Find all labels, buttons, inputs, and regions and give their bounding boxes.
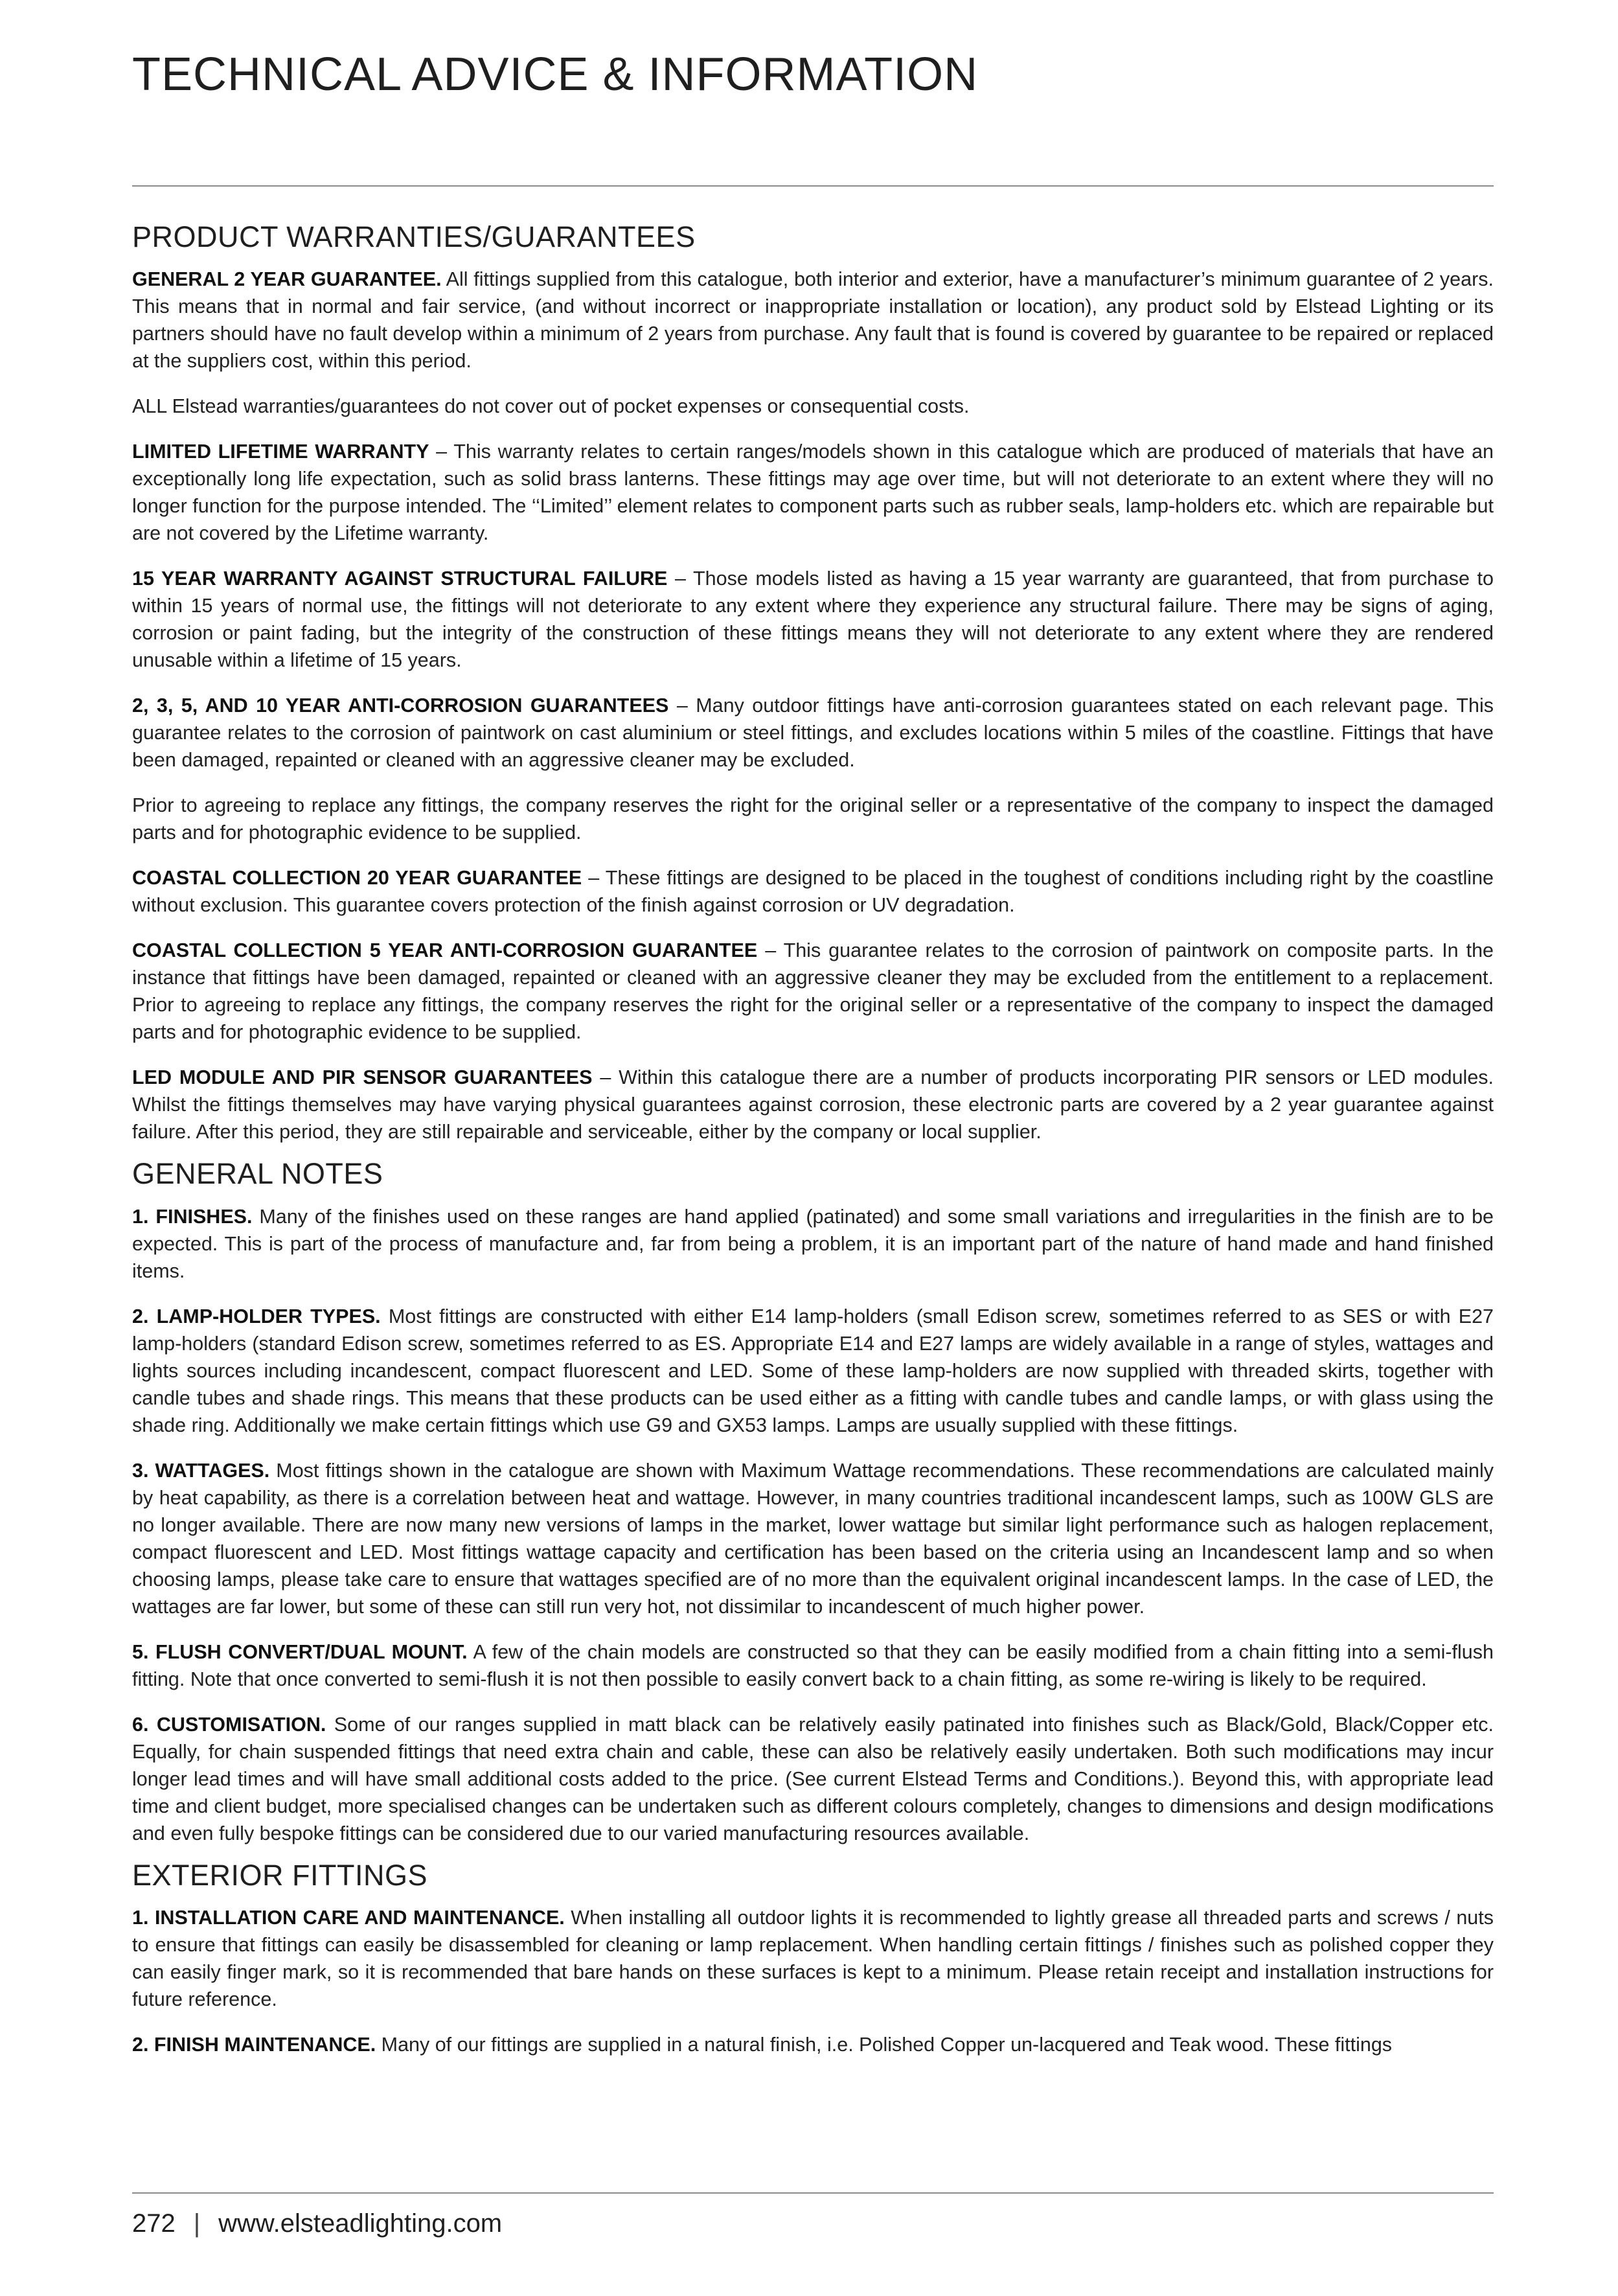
paragraph: [132, 565, 1494, 674]
section-exterior-fittings: [132, 1857, 1494, 2058]
paragraph-lead: GENERAL 2 YEAR GUARANTEE.: [132, 268, 442, 291]
paragraph-lead: 2. LAMP-HOLDER TYPES.: [132, 1305, 381, 1327]
paragraph-lead: COASTAL COLLECTION 5 YEAR ANTI-CORROSION GUARANTEE: [132, 939, 758, 962]
paragraph: [132, 792, 1494, 846]
paragraph: [132, 1457, 1494, 1620]
page-title: TECHNICAL ADVICE & INFORMATION: [132, 49, 979, 100]
paragraph-text: ALL Elstead warranties/guarantees do not cover out of pocket expenses or consequential costs.: [132, 395, 970, 418]
paragraph-lead: 15 YEAR WARRANTY AGAINST STRUCTURAL FAILURE: [132, 568, 668, 590]
paragraph: [132, 937, 1494, 1046]
paragraph: [132, 266, 1494, 374]
paragraph-lead: LIMITED LIFETIME WARRANTY: [132, 441, 429, 463]
paragraph-text: – This guarantee relates to the corrosion of paintwork on composite parts. In the instance that fittings have been damaged, repainted or cleaned with an aggressive cleaner they may be excluded from the entitlement to a replacement. Prior to agreeing to replace any fittings, the company reserves the right for the original seller or a representative of the company to inspect the damaged parts and for photographic evidence to be supplied.: [132, 939, 1494, 1044]
footer-separator: |: [193, 2209, 201, 2238]
section-product-warranties: [132, 219, 1494, 1145]
section-general-notes: [132, 1156, 1494, 1846]
paragraph-lead: COASTAL COLLECTION 20 YEAR GUARANTEE: [132, 867, 582, 890]
paragraph-text: – Within this catalogue there are a number of products incorporating PIR sensors or LED modules. Whilst the fittings themselves may have varying physical guarantees against corrosion, these electronic parts are covered by a 2 year guarantee against failure. After this period, they are still repairable and serviceable, either by the company or local supplier.: [132, 1066, 1494, 1143]
paragraph: [132, 1904, 1494, 2013]
paragraph: [132, 1638, 1494, 1693]
paragraph: [132, 1203, 1494, 1285]
paragraph-text: – Those models listed as having a 15 year warranty are guaranteed, that from purchase to within 15 years of normal use, the fittings will not deteriorate to any extent where they experience any structural failure. There may be signs of aging, corrosion or paint fading, but the integrity of the construction of these fittings means they will not deteriorate to any extent where they are rendered unusable within a lifetime of 15 years.: [132, 568, 1494, 672]
paragraph: [132, 1711, 1494, 1847]
paragraph: [132, 438, 1494, 547]
footer: [132, 2209, 502, 2238]
page-number: 272: [132, 2209, 176, 2238]
website-link[interactable]: www.elsteadlighting.com: [218, 2209, 503, 2238]
footer-divider: [132, 2192, 1494, 2194]
paragraph-lead: 6. CUSTOMISATION.: [132, 1713, 326, 1736]
main-content: [132, 219, 1494, 2058]
paragraph-text: Some of our ranges supplied in matt black can be relatively easily patinated into finishes such as Black/Gold, Black/Copper etc. Equally, for chain suspended fittings that need extra chain and cable, these can also be relatively easily undertaken. Both such modifications may incur longer lead times and will have small additional costs added to the price. (See current Elstead Terms and Conditions.). Beyond this, with appropriate lead time and client budget, more specialised changes can be undertaken such as different colours completely, changes to dimensions and design modifications and even fully bespoke fittings can be considered due to our varied manufacturing resources available.: [132, 1713, 1494, 1844]
paragraph: [132, 692, 1494, 774]
paragraph: [132, 864, 1494, 919]
paragraph-lead: 3. WATTAGES.: [132, 1459, 270, 1482]
paragraph-lead: 1. FINISHES.: [132, 1205, 253, 1228]
paragraph-lead: LED MODULE AND PIR SENSOR GUARANTEES: [132, 1066, 593, 1089]
paragraph-text: All fittings supplied from this catalogue, both interior and exterior, have a manufacturer’s minimum guarantee of 2 years. This means that in normal and fair service, (and without incorrect or inappropriate installation or location), any product sold by Elstead Lighting or its partners should have no fault develop within a minimum of 2 years from purchase. Any fault that is found is covered by guarantee to be repaired or replaced at the suppliers cost, within this period.: [132, 268, 1494, 373]
paragraph-text: – This warranty relates to certain ranges/models shown in this catalogue which are produced of materials that have an exceptionally long life expectation, such as solid brass lanterns. These fittings may age over time, but will not deteriorate to an extent where they will no longer function for the purpose intended. The ‘‘Limited’’ element relates to component parts such as rubber seals, lamp-holders etc. which are repairable but are not covered by the Lifetime warranty.: [132, 441, 1494, 545]
paragraph-text: – These fittings are designed to be placed in the toughest of conditions including right by the coastline without exclusion. This guarantee covers protection of the finish against corrosion or UV degradation.: [132, 867, 1494, 917]
paragraph-text: Prior to agreeing to replace any fittings, the company reserves the right for the original seller or a representative of the company to inspect the damaged parts and for photographic evidence to be supplied.: [132, 794, 1494, 844]
paragraph: [132, 393, 1494, 420]
paragraph: [132, 2031, 1494, 2058]
paragraph-lead: 2, 3, 5, AND 10 YEAR ANTI-CORROSION GUARANTEES: [132, 695, 669, 717]
paragraph: [132, 1303, 1494, 1439]
paragraph-text: A few of the chain models are constructed so that they can be easily modified from a chain fitting into a semi-flush fitting. Note that once converted to semi-flush it is not then possible to easily convert back to a chain fitting, as some re-wiring is likely to be required.: [132, 1640, 1494, 1690]
section-heading: PRODUCT WARRANTIES/GUARANTEES: [132, 220, 696, 253]
paragraph-lead: 5. FLUSH CONVERT/DUAL MOUNT.: [132, 1640, 468, 1663]
header-divider: [132, 185, 1494, 187]
paragraph-text: – Many outdoor fittings have anti-corrosion guarantees stated on each relevant page. This guarantee relates to the corrosion of paintwork on cast aluminium or steel fittings, and excludes locations within 5 miles of the coastline. Fittings that have been damaged, repainted or cleaned with an aggressive cleaner may be excluded.: [132, 695, 1494, 772]
paragraph-lead: 1. INSTALLATION CARE AND MAINTENANCE.: [132, 1906, 565, 1929]
paragraph-text: Many of our fittings are supplied in a natural finish, i.e. Polished Copper un-lacquered and Teak wood. These fittings: [376, 2033, 1393, 2056]
paragraph-text: Most fittings shown in the catalogue are shown with Maximum Wattage recommendations. These recommendations are calculated mainly by heat capability, as there is a correlation between heat and wattage. However, in many countries traditional incandescent lamps, such as 100W GLS are no longer available. There are now many new versions of lamps in the market, lower wattage but similar light performance such as halogen replacement, compact fluorescent and LED. Most fittings wattage capacity and certification has been based on the criteria using an Incandescent lamp and so when choosing lamps, please take care to ensure that wattages specified are of no more than the equivalent original incandescent lamps. In the case of LED, the wattages are far lower, but some of these can still run very hot, not dissimilar to incandescent of much higher power.: [132, 1459, 1494, 1618]
paragraph-text: Most fittings are constructed with either E14 lamp-holders (small Edison screw, sometimes referred to as SES or with E27 lamp-holders (standard Edison screw, sometimes referred to as ES. Appropriate E14 and E27 lamps are widely available in a range of styles, wattages and lights sources including incandescent, compact fluorescent and LED. Some of these lamp-holders are now supplied with threaded skirts, together with candle tubes and shade rings. This means that these products can be used either as a fitting with candle tubes and candle lamps, or with glass using the shade ring. Additionally we make certain fittings which use G9 and GX53 lamps. Lamps are usually supplied with these fittings.: [132, 1305, 1494, 1436]
paragraph-lead: 2. FINISH MAINTENANCE.: [132, 2033, 376, 2056]
section-heading: EXTERIOR FITTINGS: [132, 1858, 428, 1892]
section-heading: GENERAL NOTES: [132, 1157, 383, 1191]
paragraph-text: Many of the finishes used on these ranges are hand applied (patinated) and some small variations and irregularities in the finish are to be expected. This is part of the process of manufacture and, far from being a problem, it is an important part of the nature of hand made and hand finished items.: [132, 1205, 1494, 1282]
paragraph-text: When installing all outdoor lights it is recommended to lightly grease all threaded parts and screws / nuts to ensure that fittings can easily be disassembled for cleaning or lamp replacement. When handling certain fittings / finishes such as polished copper they can easily finger mark, so it is recommended that bare hands on these surfaces is kept to a minimum. Please retain receipt and installation instructions for future reference.: [132, 1906, 1494, 2010]
paragraph: [132, 1064, 1494, 1145]
